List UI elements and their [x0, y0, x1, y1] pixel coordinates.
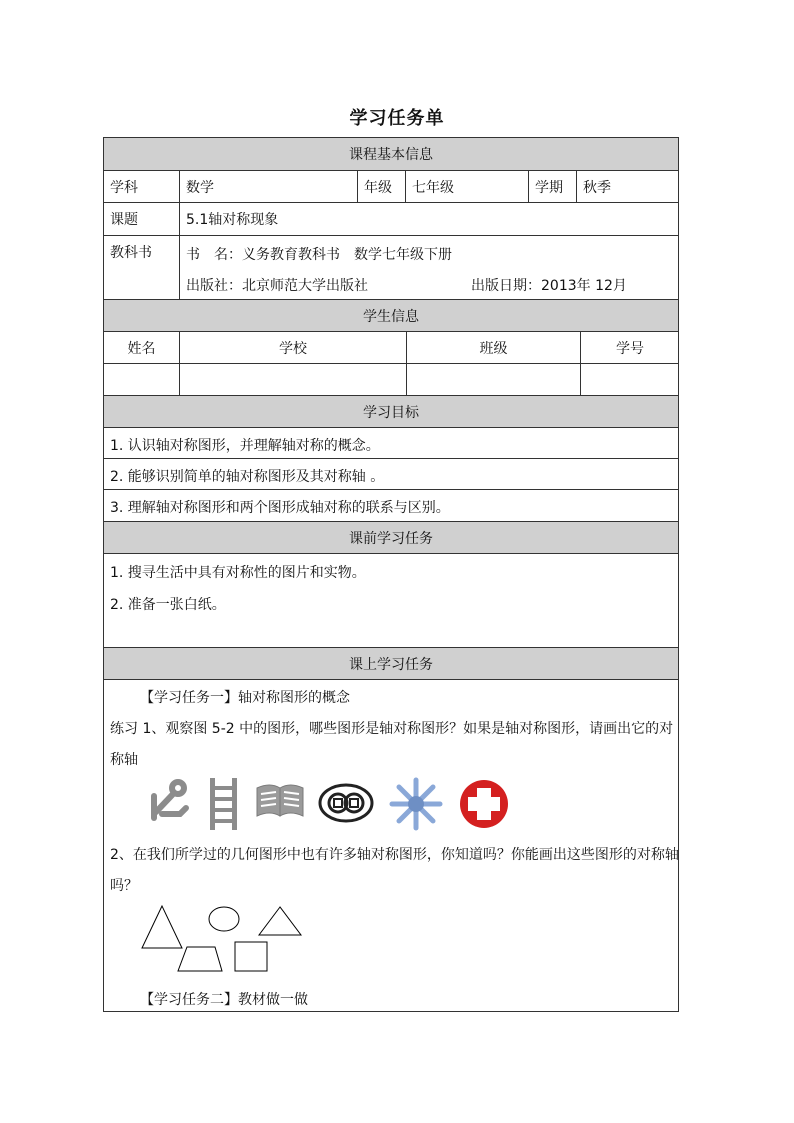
- goal-item: 2. 能够识别简单的轴对称图形及其对称轴 。: [110, 469, 385, 485]
- task2-title: 【学习任务二】教材做一做: [140, 992, 308, 1008]
- pre-task-item: 2. 准备一张白纸。: [110, 597, 226, 613]
- anchor-icon: [154, 782, 186, 818]
- grade-value: 七年级: [412, 179, 454, 196]
- topic-value: 5.1轴对称现象: [186, 212, 279, 228]
- name-input[interactable]: [104, 364, 179, 395]
- topic-label: 课题: [110, 212, 138, 228]
- student-info-header: 学生信息: [104, 300, 678, 331]
- circle-icon: [209, 907, 239, 931]
- page-title: 学习任务单: [349, 108, 445, 129]
- goal-item: 1. 认识轴对称图形，并理解轴对称的概念。: [110, 438, 380, 454]
- class-tasks-header: 课上学习任务: [104, 648, 678, 679]
- publisher-line: 出版社：北京师范大学出版社: [186, 278, 368, 294]
- coins-icon: [320, 785, 372, 821]
- exercise1-line2: 称轴: [110, 752, 138, 768]
- col-school: 学校: [279, 340, 307, 357]
- publish-date-line: 出版日期：2013年 12月: [471, 278, 627, 294]
- subject-label: 学科: [110, 179, 138, 196]
- goals-header: 学习目标: [104, 396, 678, 427]
- geometry-shapes: [140, 903, 310, 978]
- col-class: 班级: [479, 340, 508, 357]
- exercise1-line1: 练习 1、观察图 5-2 中的图形，哪些图形是轴对称图形？如果是轴对称图形，请画出它的对: [110, 721, 674, 737]
- grade-label: 年级: [364, 179, 392, 196]
- term-value: 秋季: [583, 179, 611, 196]
- course-info-header: 课程基本信息: [104, 138, 678, 170]
- triangle-icon: [142, 906, 182, 948]
- task-sheet-table: [103, 137, 679, 1012]
- student-id-input[interactable]: [581, 364, 679, 395]
- ladder-icon: [210, 778, 237, 830]
- pre-tasks-header: 课前学习任务: [104, 522, 678, 553]
- class-input[interactable]: [407, 364, 580, 395]
- book-icon: [257, 785, 303, 816]
- col-student-id: 学号: [616, 340, 644, 357]
- exercise2-line1: 2、在我们所学过的几何图形中也有许多轴对称图形，你知道吗？你能画出这些图形的对称轴: [110, 847, 679, 863]
- symmetry-figures: [142, 774, 512, 836]
- col-name: 姓名: [127, 340, 156, 357]
- exercise2-line2: 吗？: [110, 878, 138, 894]
- triangle-icon: [259, 907, 301, 935]
- task1-title: 【学习任务一】轴对称图形的概念: [140, 690, 350, 706]
- pre-task-item: 1. 搜寻生活中具有对称性的图片和实物。: [110, 565, 366, 581]
- school-input[interactable]: [180, 364, 406, 395]
- trapezoid-icon: [178, 947, 222, 971]
- goal-item: 3. 理解轴对称图形和两个图形成轴对称的联系与区别。: [110, 500, 450, 516]
- red-cross-icon: [460, 780, 508, 828]
- book-line: 书 名：义务教育教科书 数学七年级下册: [186, 247, 452, 263]
- subject-value: 数学: [186, 179, 214, 196]
- term-label: 学期: [535, 179, 563, 196]
- square-icon: [235, 942, 267, 971]
- textbook-label: 教科书: [110, 245, 152, 261]
